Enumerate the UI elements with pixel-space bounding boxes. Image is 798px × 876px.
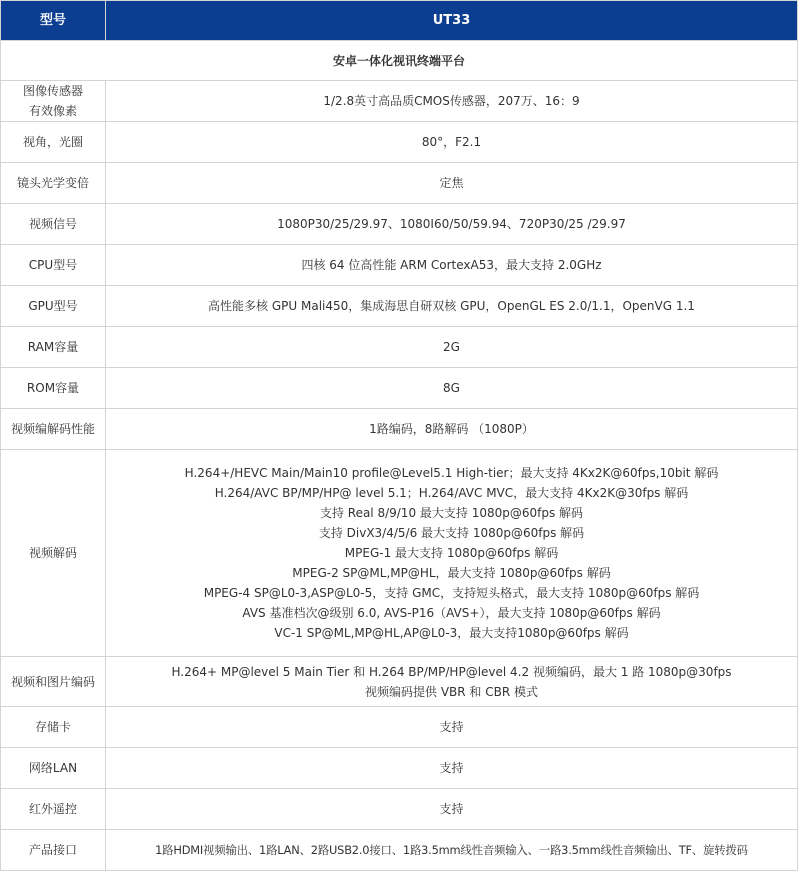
spec-value-line: 80°，F2.1	[421, 135, 482, 149]
spec-value-line: 8G	[443, 381, 460, 395]
spec-label: 存储卡	[1, 707, 106, 748]
spec-value-line: 1路编码，8路解码 （1080P）	[369, 422, 534, 436]
spec-value-line: 支持 Real 8/9/10 最大支持 1080p@60fps 解码	[319, 506, 584, 520]
spec-value	[106, 122, 798, 163]
spec-value-line: 1路HDMI视频输出、1路LAN、2路USB2.0接口、1路3.5mm线性音频输入、一路3.5mm线性音频输出、TF、旋转拨码	[155, 843, 748, 857]
table-row	[1, 327, 798, 368]
spec-value-line: 视频编码提供 VBR 和 CBR 模式	[365, 684, 538, 699]
spec-label: 视频信号	[1, 204, 106, 245]
spec-label: 网络LAN	[1, 748, 106, 789]
spec-value-line: MPEG-2 SP@ML,MP@HL，最大支持 1080p@60fps 解码	[292, 566, 611, 580]
spec-value	[106, 409, 798, 450]
spec-label: 视频解码	[1, 450, 106, 657]
spec-value-line: 支持	[439, 802, 464, 816]
spec-label: 视角，光圈	[1, 122, 106, 163]
spec-value	[106, 204, 798, 245]
spec-value-line: AVS 基准档次@级别 6.0, AVS-P16（AVS+），最大支持 1080p@60fps 解码	[242, 606, 661, 620]
spec-label: RAM容量	[1, 327, 106, 368]
spec-value	[106, 245, 798, 286]
spec-value-line: 四核 64 位高性能 ARM CortexA53，最大支持 2.0GHz	[301, 258, 602, 272]
table-row	[1, 286, 798, 327]
spec-value-line: 支持 DivX3/4/5/6 最大支持 1080p@60fps 解码	[318, 526, 585, 540]
table-row	[1, 81, 798, 122]
spec-label-line: 有效像素	[28, 104, 77, 118]
spec-value-line: 定焦	[439, 176, 464, 190]
spec-value	[106, 163, 798, 204]
spec-value-line: 2G	[443, 340, 460, 354]
subtitle-row	[1, 41, 798, 81]
spec-value-line: 支持	[439, 720, 464, 734]
spec-label: 视频和图片编码	[1, 657, 106, 707]
spec-value	[106, 748, 798, 789]
spec-value	[106, 81, 798, 122]
spec-value-line: H.264+/HEVC Main/Main10 profile@Level5.1 High-tier；最大支持 4Kx2K@60fps,10bit 解码	[184, 466, 719, 480]
spec-label: 红外遥控	[1, 789, 106, 830]
model-value: UT33	[106, 1, 798, 41]
spec-value	[106, 789, 798, 830]
spec-value	[106, 657, 798, 707]
spec-value	[106, 830, 798, 871]
spec-value-line: 支持	[439, 761, 464, 775]
spec-label: CPU型号	[1, 245, 106, 286]
spec-value-line: H.264+ MP@level 5 Main Tier 和 H.264 BP/MP/HP@level 4.2 视频编码，最大 1 路 1080p@30fps	[171, 664, 732, 679]
spec-label: 产品接口	[1, 830, 106, 871]
spec-label: ROM容量	[1, 368, 106, 409]
spec-value-line: H.264/AVC BP/MP/HP@ level 5.1；H.264/AVC MVC，最大支持 4Kx2K@30fps 解码	[214, 486, 689, 500]
spec-value-line: MPEG-1 最大支持 1080p@60fps 解码	[344, 546, 559, 560]
table-row	[1, 450, 798, 657]
table-row	[1, 122, 798, 163]
spec-value-line: 1080P30/25/29.97、1080I60/50/59.94、720P30/25 /29.97	[277, 217, 626, 231]
spec-value	[106, 707, 798, 748]
spec-label-line: 图像传感器	[22, 84, 83, 98]
table-row	[1, 657, 798, 707]
spec-value	[106, 327, 798, 368]
table-row	[1, 830, 798, 871]
model-label: 型号	[1, 1, 106, 41]
spec-value-line: 高性能多核 GPU Mali450，集成海思自研双核 GPU，OpenGL ES 2.0/1.1，OpenVG 1.1	[208, 299, 695, 313]
platform-title: 安卓一体化视讯终端平台	[1, 41, 798, 81]
spec-label: 视频编解码性能	[1, 409, 106, 450]
spec-value-line: MPEG-4 SP@L0-3,ASP@L0-5，支持 GMC，支持短头格式，最大支持 1080p@60fps 解码	[203, 586, 700, 600]
spec-label: 镜头光学变倍	[1, 163, 106, 204]
spec-value-line: 1/2.8英寸高品质CMOS传感器，207万、16：9	[323, 94, 580, 108]
spec-label	[1, 81, 106, 122]
spec-value	[106, 286, 798, 327]
spec-value	[106, 368, 798, 409]
table-row	[1, 707, 798, 748]
spec-value-line: VC-1 SP@ML,MP@HL,AP@L0-3，最大支持1080p@60fps 解码	[274, 626, 629, 640]
table-row	[1, 368, 798, 409]
table-row	[1, 204, 798, 245]
table-row	[1, 789, 798, 830]
table-row	[1, 245, 798, 286]
spec-label: GPU型号	[1, 286, 106, 327]
table-row	[1, 748, 798, 789]
table-row	[1, 163, 798, 204]
table-row	[1, 409, 798, 450]
header-row	[1, 1, 798, 41]
spec-value	[106, 450, 798, 657]
